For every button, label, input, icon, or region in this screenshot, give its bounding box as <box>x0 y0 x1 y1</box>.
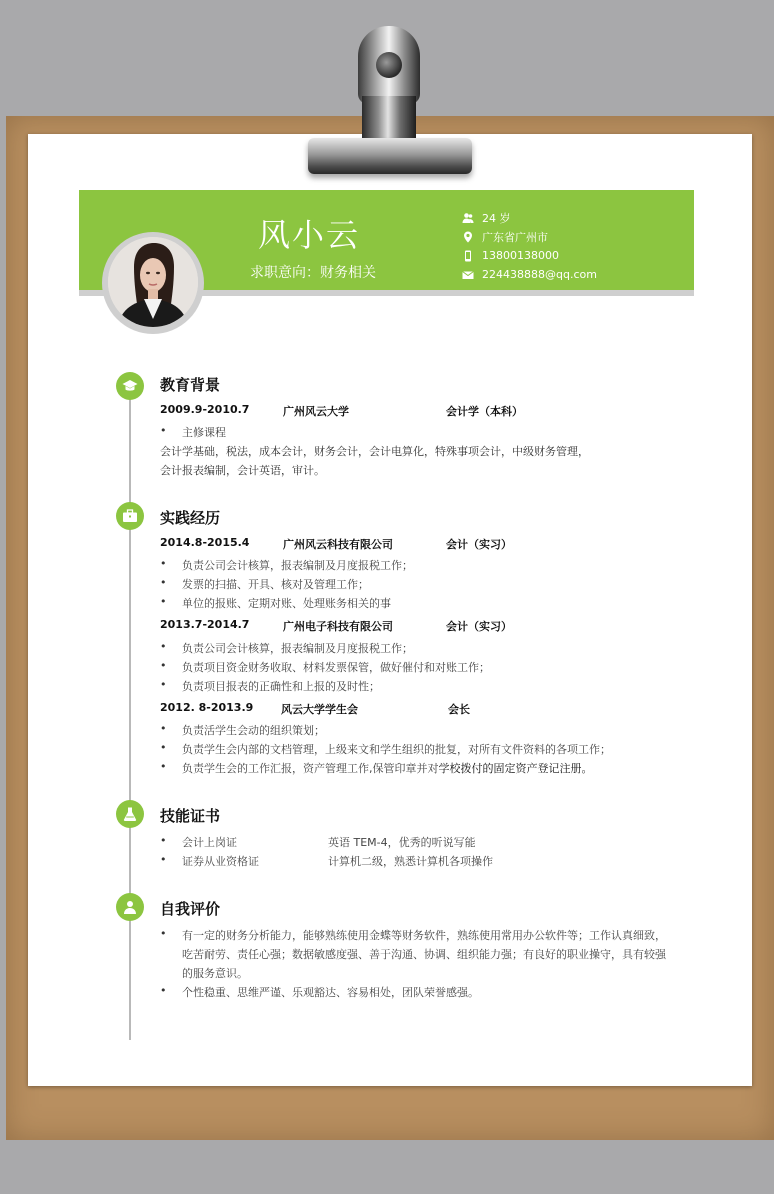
practice-section-icon <box>116 502 144 530</box>
phone-row <box>462 246 597 265</box>
briefcase-icon <box>122 508 138 524</box>
portrait-image <box>108 237 198 327</box>
self-section-icon <box>116 893 144 921</box>
job-2-org: 广州电子科技有限公司 <box>283 620 393 633</box>
education-title: 教育背景 <box>160 376 221 394</box>
graduation-cap-icon <box>122 378 138 394</box>
courses-line-1: 会计学基础，税法，成本会计，财务会计，会计电算化，特殊事项会计，中级财务管理， <box>160 445 589 458</box>
location-row <box>462 227 597 246</box>
job-1-role: 会计（实习） <box>446 538 512 551</box>
person-icon <box>462 212 474 224</box>
education-school: 广州风云大学 <box>283 405 349 418</box>
timeline-line <box>129 380 131 1040</box>
course-label: 主修课程 <box>182 426 226 439</box>
job-3-date: 2012. 8-2013.9 <box>160 701 254 714</box>
job-1-date: 2014.8-2015.4 <box>160 536 250 549</box>
email-text: 224438888@qq.com <box>482 268 597 281</box>
job-intent: 求职意向：财务相关 <box>250 265 376 281</box>
candidate-name: 风小云 <box>258 216 361 254</box>
self-title: 自我评价 <box>160 900 221 918</box>
flask-icon <box>122 806 138 822</box>
binder-clip <box>296 26 482 176</box>
practice-title: 实践经历 <box>160 509 221 527</box>
phone-icon <box>462 250 474 262</box>
education-section-icon <box>116 372 144 400</box>
self-p1-line3: 的服务意识。 <box>182 967 248 980</box>
phone-text: 13800138000 <box>482 249 559 262</box>
skill-right-1: 英语 TEM-4，优秀的听说写能 <box>328 836 476 849</box>
job-2-date: 2013.7-2014.7 <box>160 618 250 631</box>
skill-right-2: 计算机二级，熟悉计算机各项操作 <box>328 855 493 868</box>
job-1-org: 广州风云科技有限公司 <box>283 538 393 551</box>
education-major: 会计学（本科） <box>446 405 523 418</box>
self-p1-line2: 吃苦耐劳、责任心强；数据敏感度强、善于沟通、协调、组织能力强；有良好的职业操守，具有较强 <box>182 948 666 961</box>
skills-title: 技能证书 <box>160 807 221 825</box>
age-row <box>462 208 597 227</box>
skills-section-icon <box>116 800 144 828</box>
courses-line-2: 会计报表编制，会计英语，审计。 <box>160 464 325 477</box>
mail-icon <box>462 269 474 281</box>
job-3-role: 会长 <box>448 703 470 716</box>
education-date: 2009.9-2010.7 <box>160 403 250 416</box>
avatar <box>108 237 198 327</box>
location-pin-icon <box>462 231 474 243</box>
job-2-role: 会计（实习） <box>446 620 512 633</box>
user-icon <box>122 899 138 915</box>
contact-info <box>462 208 597 284</box>
location-text: 广东省广州市 <box>482 230 548 244</box>
age-text: 24 岁 <box>482 211 511 225</box>
job-3-org: 风云大学学生会 <box>281 703 358 716</box>
email-row <box>462 265 597 284</box>
